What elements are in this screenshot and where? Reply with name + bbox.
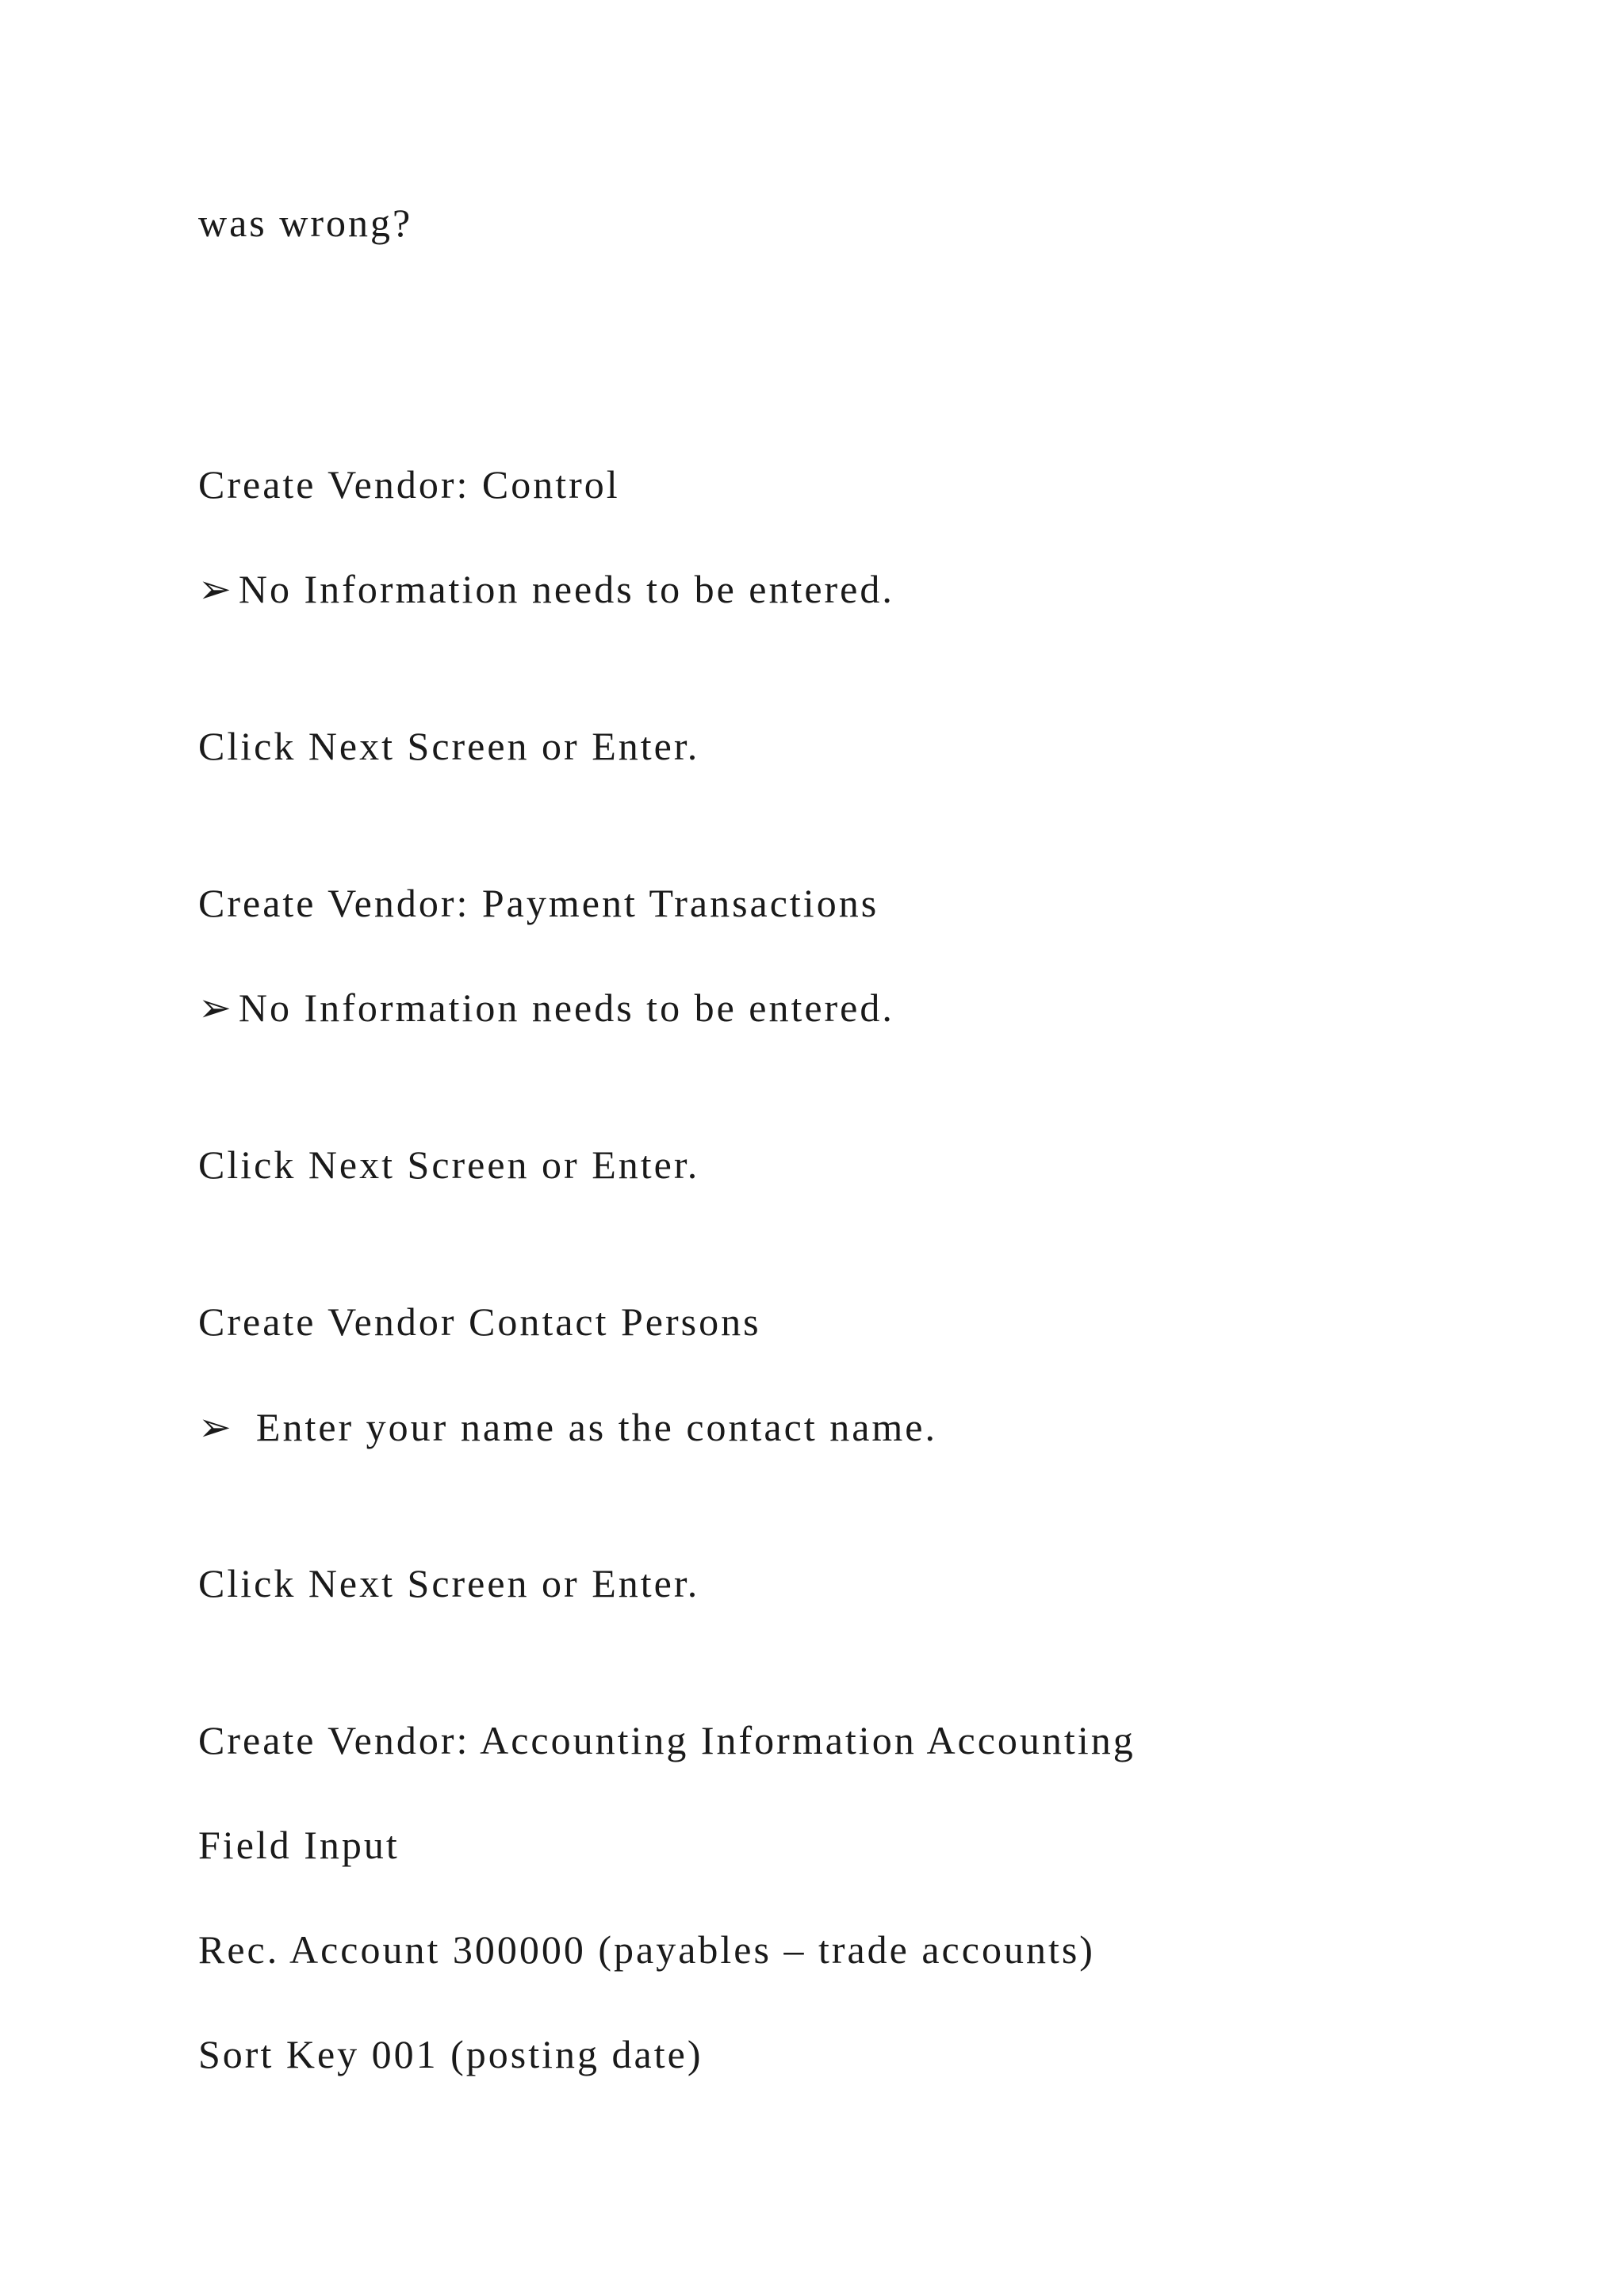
bullet-text: No Information needs to be entered.: [238, 567, 894, 611]
instruction-payment: Click Next Screen or Enter.: [198, 1142, 700, 1187]
bullet-text: Enter your name as the contact name.: [255, 1405, 937, 1449]
field-row-rec-account: Rec. Account 300000 (payables – trade accounts): [198, 1927, 1095, 1972]
field-input-header: Field Input: [198, 1823, 400, 1867]
bullet-line-contact: [198, 1407, 937, 1447]
continued-text: was wrong?: [198, 201, 413, 245]
section-heading-control: Create Vendor: Control: [198, 462, 620, 507]
instruction-control: Click Next Screen or Enter.: [198, 724, 700, 768]
arrow-bullet-icon: ➢: [198, 1405, 234, 1449]
section-heading-accounting: Create Vendor: Accounting Information Accounting: [198, 1718, 1136, 1762]
section-heading-payment: Create Vendor: Payment Transactions: [198, 881, 879, 925]
arrow-bullet-icon: ➢: [198, 567, 234, 611]
bullet-line-control: [198, 569, 894, 609]
bullet-line-payment: [198, 985, 894, 1030]
arrow-bullet-icon: ➢: [198, 985, 234, 1030]
section-heading-contact: Create Vendor Contact Persons: [198, 1299, 761, 1344]
bullet-text: No Information needs to be entered.: [238, 985, 894, 1030]
instruction-contact: Click Next Screen or Enter.: [198, 1561, 700, 1605]
field-row-sort-key: Sort Key 001 (posting date): [198, 2032, 703, 2076]
